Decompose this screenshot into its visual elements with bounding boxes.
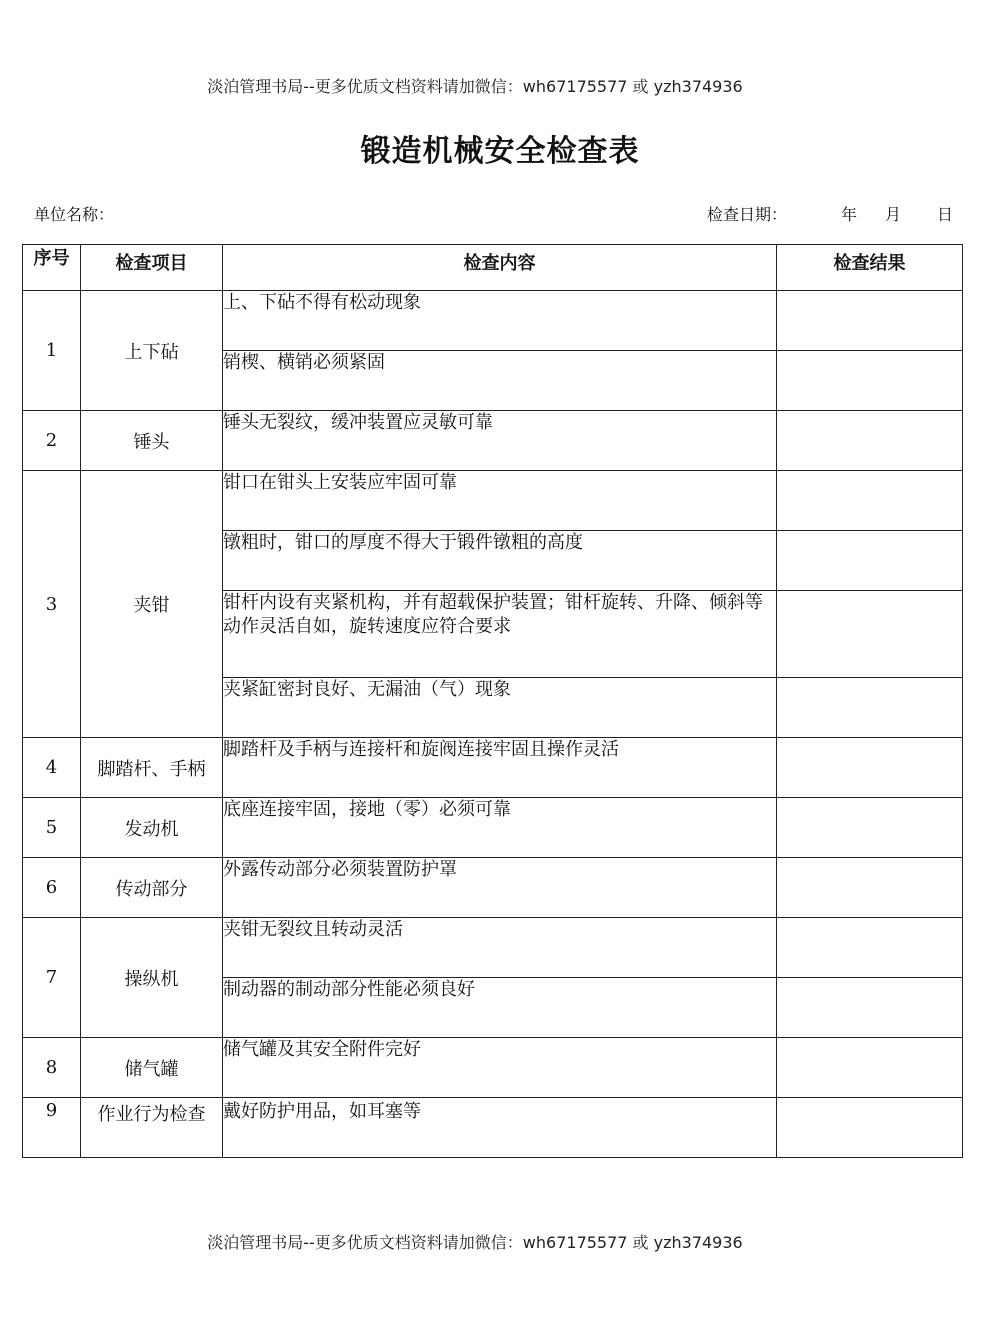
year-label: 年 <box>841 205 858 224</box>
check-result-cell[interactable] <box>777 291 963 351</box>
check-result-cell[interactable] <box>777 471 963 531</box>
check-content: 钳口在钳头上安装应牢固可靠 <box>223 471 777 531</box>
check-result-cell[interactable] <box>777 678 963 738</box>
check-item: 操纵机 <box>81 918 223 1038</box>
table-row <box>23 1098 963 1158</box>
check-result-cell[interactable] <box>777 978 963 1038</box>
check-result-cell[interactable] <box>777 858 963 918</box>
watermark-bottom: 淡泊管理书局--更多优质文档资料请加微信：wh67175577 或 yzh374936 <box>207 1233 743 1252</box>
check-item: 发动机 <box>81 798 223 858</box>
check-item: 夹钳 <box>81 471 223 738</box>
table-row <box>23 1038 963 1098</box>
row-number: 1 <box>23 291 81 411</box>
check-item: 上下砧 <box>81 291 223 411</box>
check-result-cell[interactable] <box>777 918 963 978</box>
check-content: 戴好防护用品，如耳塞等 <box>223 1098 777 1158</box>
row-number: 7 <box>23 918 81 1038</box>
row-number: 2 <box>23 411 81 471</box>
row-number: 8 <box>23 1038 81 1098</box>
table-row <box>23 738 963 798</box>
col-header-item: 检查项目 <box>81 245 223 291</box>
day-label: 日 <box>937 205 954 224</box>
table-row <box>23 798 963 858</box>
header-row <box>23 245 963 291</box>
check-content: 上、下砧不得有松动现象 <box>223 291 777 351</box>
check-result-cell[interactable] <box>777 411 963 471</box>
check-content: 制动器的制动部分性能必须良好 <box>223 978 777 1038</box>
check-content: 销楔、横销必须紧固 <box>223 351 777 411</box>
col-header-content: 检查内容 <box>223 245 777 291</box>
check-result-cell[interactable] <box>777 1038 963 1098</box>
check-result-cell[interactable] <box>777 738 963 798</box>
check-content: 夹钳无裂纹且转动灵活 <box>223 918 777 978</box>
row-number: 9 <box>23 1098 81 1158</box>
check-item: 储气罐 <box>81 1038 223 1098</box>
check-content: 镦粗时，钳口的厚度不得大于锻件镦粗的高度 <box>223 531 777 591</box>
check-result-cell[interactable] <box>777 591 963 678</box>
col-header-result: 检查结果 <box>777 245 963 291</box>
unit-name-label: 单位名称： <box>34 205 115 224</box>
check-content: 钳杆内设有夹紧机构，并有超载保护装置；钳杆旋转、升降、倾斜等动作灵活自如，旋转速度应符合要求 <box>223 591 777 678</box>
check-content: 外露传动部分必须装置防护罩 <box>223 858 777 918</box>
check-content: 脚踏杆及手柄与连接杆和旋阀连接牢固且操作灵活 <box>223 738 777 798</box>
date-label: 检查日期： <box>707 205 788 224</box>
check-content: 储气罐及其安全附件完好 <box>223 1038 777 1098</box>
row-number: 5 <box>23 798 81 858</box>
check-content: 夹紧缸密封良好、无漏油（气）现象 <box>223 678 777 738</box>
month-label: 月 <box>885 205 902 224</box>
page-title: 锻造机械安全检查表 <box>360 134 640 169</box>
table-row <box>23 858 963 918</box>
col-header-no: 序号 <box>23 245 81 291</box>
table-row <box>23 291 963 351</box>
check-result-cell[interactable] <box>777 798 963 858</box>
check-result-cell[interactable] <box>777 351 963 411</box>
inspection-table <box>22 244 963 1158</box>
check-item: 传动部分 <box>81 858 223 918</box>
check-content: 底座连接牢固，接地（零）必须可靠 <box>223 798 777 858</box>
table-row <box>23 471 963 531</box>
watermark-top: 淡泊管理书局--更多优质文档资料请加微信：wh67175577 或 yzh374936 <box>207 77 743 96</box>
check-content: 锤头无裂纹，缓冲装置应灵敏可靠 <box>223 411 777 471</box>
row-number: 4 <box>23 738 81 798</box>
row-number: 3 <box>23 471 81 738</box>
table-row <box>23 918 963 978</box>
table-row <box>23 411 963 471</box>
check-item: 脚踏杆、手柄 <box>81 738 223 798</box>
inspection-date <box>707 202 953 225</box>
check-item: 作业行为检查 <box>81 1098 223 1158</box>
row-number: 6 <box>23 858 81 918</box>
check-result-cell[interactable] <box>777 1098 963 1158</box>
check-item: 锤头 <box>81 411 223 471</box>
check-result-cell[interactable] <box>777 531 963 591</box>
